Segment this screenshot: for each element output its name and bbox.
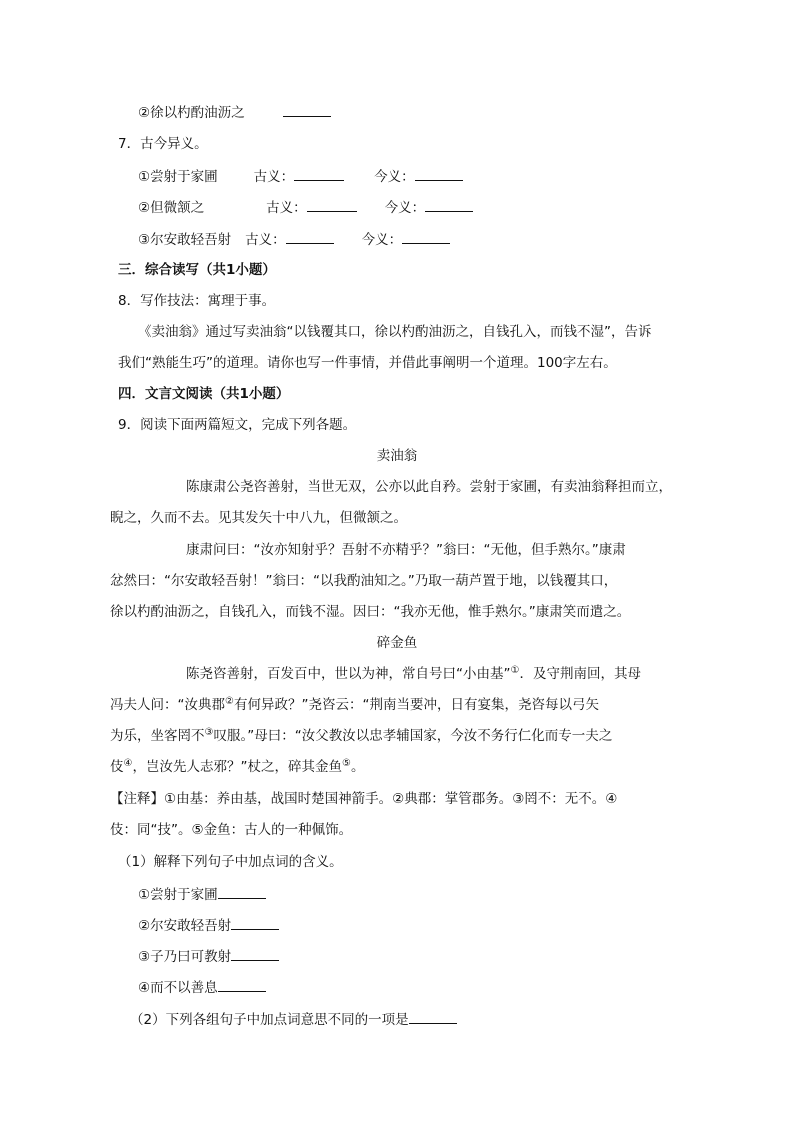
passage-text: 伎	[110, 759, 124, 775]
notes-line-1: 【注释】①由基：养由基，战国时楚国神箭手。②典郡：掌管郡务。③罔不：无不。④	[110, 791, 618, 807]
sub-question-1-text: ②尔安敢轻吾射	[138, 918, 232, 934]
passage-text: 。	[350, 759, 365, 775]
passage-text: 有何异政？”尧咨云：“荆南当要冲，日有宴集，尧咨每以弓矢	[233, 697, 599, 713]
q7-item-sentence: ①尝射于家圃	[138, 169, 218, 185]
passage-text: 叹服。”母曰：“汝父教汝以忠孝辅国家，今汝不务行仁化而专一夫之	[213, 728, 613, 744]
answer-blank[interactable]	[231, 915, 279, 930]
sub-question-1-text: ④而不以善息	[138, 980, 218, 996]
passage-text: ．及守荆南回，其母	[519, 666, 641, 682]
q9-title: 9．阅读下面两篇短文，完成下列各题。	[118, 417, 357, 433]
sub-question-1-title: （1）解释下列句子中加点词的含义。	[118, 854, 343, 870]
passage-2-line	[110, 695, 599, 715]
answer-blank[interactable]	[283, 102, 331, 117]
q7-jin-label: 今义：	[374, 169, 415, 185]
q7-item-sentence: ③尔安敢轻吾射	[138, 232, 232, 248]
q7-title: 7．古今异义。	[118, 136, 208, 152]
answer-blank[interactable]	[415, 166, 463, 181]
passage-2-line	[186, 664, 641, 684]
sub-question-1-text: ③子乃曰可教射	[138, 949, 232, 965]
section-3-heading: 三．综合读写（共1小题）	[118, 262, 276, 278]
footnote-marker: ①	[510, 665, 520, 676]
passage-1-line: 忿然曰：“尔安敢轻吾射！”翁曰：“以我酌油知之。”乃取一葫芦置于地，以钱覆其口，	[110, 573, 618, 589]
sub-question-2	[130, 1009, 457, 1030]
sub-question-2-title: （2）下列各组句子中加点词意思不同的一项是	[130, 1012, 409, 1028]
q7-item-sentence: ②但微颔之	[138, 200, 205, 216]
notes-line-2: 伎：同“技”。⑤金鱼：古人的一种佩饰。	[110, 822, 353, 838]
answer-blank[interactable]	[307, 197, 357, 212]
footnote-marker: ⑤	[341, 758, 351, 769]
q7-jin-label: 今义：	[384, 200, 426, 216]
passage-2-line	[110, 757, 364, 777]
answer-blank[interactable]	[231, 946, 279, 961]
passage-1-title: 卖油翁	[376, 448, 418, 464]
sub-question-1-item	[138, 915, 279, 936]
passage-text: ，岂汝先人志邪？”杖之，碎其金鱼	[132, 759, 342, 775]
q6-item-2	[138, 102, 331, 123]
answer-blank[interactable]	[218, 884, 266, 899]
answer-blank[interactable]	[425, 197, 473, 212]
answer-blank[interactable]	[294, 166, 344, 181]
q7-gu-label: 古义：	[253, 169, 295, 185]
passage-1-line: 康肃问曰：“汝亦知射乎？吾射不亦精乎？”翁曰：“无他，但手熟尔。”康肃	[186, 542, 626, 558]
passage-1-line: 徐以杓酌油沥之，自钱孔入，而钱不湿。因曰：“我亦无他，惟手熟尔。”康肃笑而遣之。	[110, 604, 631, 620]
q6-item-2-text: ②徐以杓酌油沥之	[138, 105, 245, 121]
footnote-marker: ③	[204, 727, 214, 738]
sub-question-1-item	[138, 884, 266, 905]
q8-body-line-1: 《卖油翁》通过写卖油翁“以钱覆其口，徐以杓酌油沥之，自钱孔入，而钱不湿”，告诉	[138, 324, 652, 340]
answer-blank[interactable]	[409, 1009, 457, 1024]
answer-blank[interactable]	[402, 229, 450, 244]
passage-text: 冯夫人问：“汝典郡	[110, 697, 225, 713]
passage-text: 陈尧咨善射，百发百中，世以为神，常自号曰“小由基”	[186, 666, 511, 682]
q7-gu-label: 古义：	[266, 200, 307, 216]
answer-blank[interactable]	[218, 977, 266, 992]
answer-blank[interactable]	[286, 229, 334, 244]
q7-jin-label: 今义：	[361, 232, 403, 248]
passage-1-line: 陈康肃公尧咨善射，当世无双，公亦以此自矜。尝射于家圃，有卖油翁释担而立，	[186, 479, 672, 495]
footnote-marker: ④	[123, 758, 133, 769]
passage-2-line	[110, 726, 612, 746]
q7-gu-label: 古义：	[245, 232, 286, 248]
section-4-heading: 四．文言文阅读（共1小题）	[118, 386, 290, 402]
passage-1-line: 睨之，久而不去。见其发矢十中八九，但微颔之。	[110, 510, 407, 526]
q7-item-2	[138, 197, 473, 218]
footnote-marker: ②	[225, 696, 234, 707]
passage-2-title: 碎金鱼	[376, 635, 418, 651]
sub-question-1-item	[138, 946, 279, 967]
q7-item-1	[138, 166, 463, 187]
q8-body-line-2: 我们“熟能生巧”的道理。请你也写一件事情，并借此事阐明一个道理。100字左右。	[118, 355, 617, 371]
q8-title: 8．写作技法：寓理于事。	[118, 293, 276, 309]
q7-item-3	[138, 229, 450, 250]
sub-question-1-item	[138, 977, 266, 998]
sub-question-1-text: ①尝射于家圃	[138, 887, 218, 903]
passage-text: 为乐，坐客罔不	[110, 728, 205, 744]
